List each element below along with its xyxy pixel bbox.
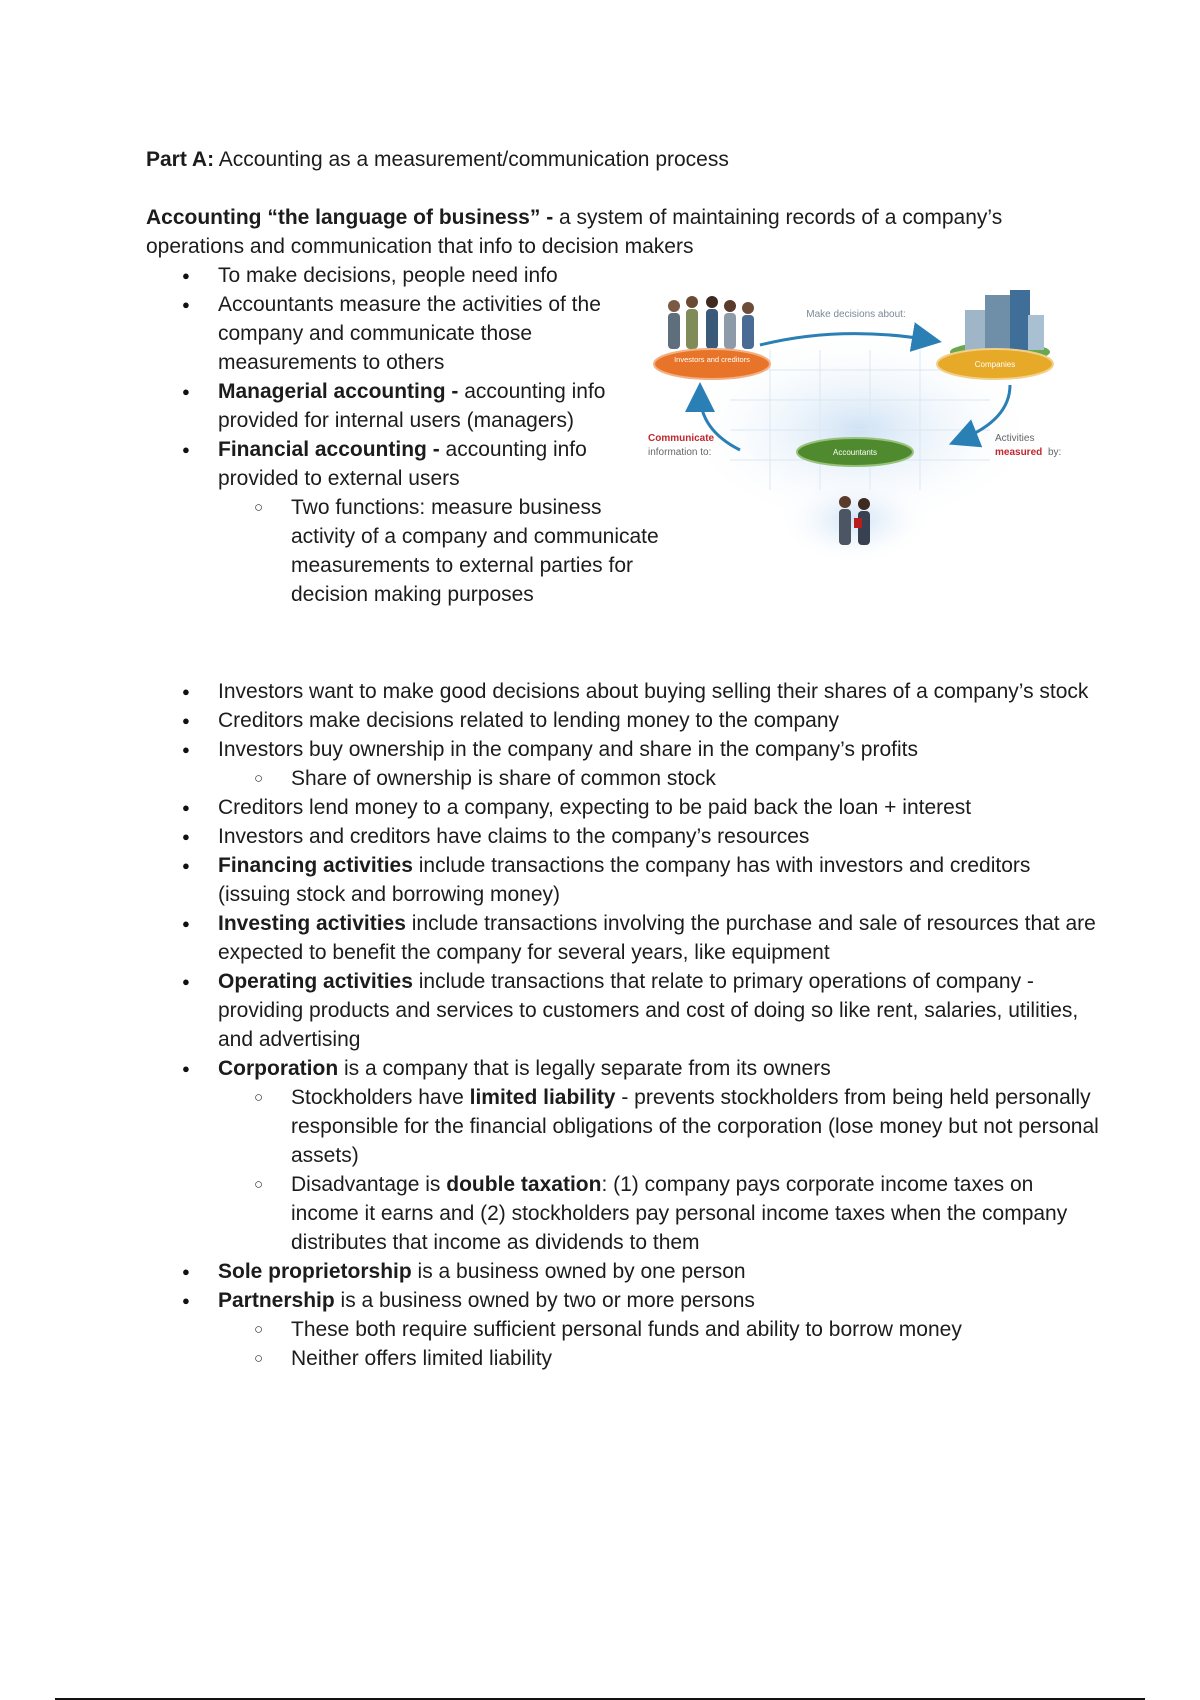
list-item bbox=[146, 1257, 1106, 1286]
make-decisions-label: Make decisions about: bbox=[806, 309, 906, 320]
by-label: by: bbox=[1048, 447, 1062, 458]
term-bold: Corporation bbox=[218, 1057, 339, 1080]
sub-list-item bbox=[146, 1170, 1106, 1257]
sub-list-item bbox=[146, 1083, 1106, 1170]
list-item-text: is a business owned by one person bbox=[417, 1260, 746, 1283]
intro-paragraph bbox=[146, 203, 1086, 261]
list-item-text: : (1) company pays corporate income taxes on income it earns and (2) stockholders pay personal income taxes when the company distributes that income as dividends to them bbox=[291, 1173, 1068, 1254]
term-bold: Operating activities bbox=[218, 970, 413, 993]
intro-bold: Accounting “the language of business” - bbox=[146, 206, 554, 229]
list-item bbox=[146, 1054, 1106, 1083]
list-item bbox=[146, 1286, 1106, 1315]
accounting-flow-diagram bbox=[640, 290, 1080, 610]
list-item bbox=[146, 377, 628, 435]
term-bold: Financing activities bbox=[218, 854, 413, 877]
list-item-text: is a company that is legally separate from its owners bbox=[344, 1057, 831, 1080]
list-item bbox=[146, 261, 798, 290]
list-item bbox=[146, 735, 1106, 764]
list-item-text: accounting info provided to external users bbox=[218, 438, 587, 490]
intro-text: a system of maintaining records of a company’s operations and communication that info to decision makers bbox=[146, 206, 1003, 258]
list-item-text: accounting info provided for internal users (managers) bbox=[218, 380, 606, 432]
term-bold: limited liability bbox=[469, 1086, 616, 1109]
list-item bbox=[146, 822, 1106, 851]
sub-list-item bbox=[146, 493, 661, 609]
list-item-text: Neither offers limited liability bbox=[291, 1347, 553, 1370]
list-item-text: These both require sufficient personal funds and ability to borrow money bbox=[291, 1318, 962, 1341]
list-item-text: include transactions involving the purchase and sale of resources that are expected to benefit the company for several years, like equipment bbox=[218, 912, 1096, 964]
list-item-text: Investors buy ownership in the company and share in the company’s profits bbox=[218, 738, 918, 761]
term-bold: Partnership bbox=[218, 1289, 335, 1312]
section-heading bbox=[146, 145, 1106, 174]
main-bullet-list bbox=[146, 677, 1106, 1373]
list-item-text: Creditors lend money to a company, expecting to be paid back the loan + interest bbox=[218, 796, 972, 819]
term-bold: Financial accounting - bbox=[218, 438, 440, 461]
list-item-text: Disadvantage is bbox=[291, 1173, 441, 1196]
list-item-text: include transactions that relate to primary operations of company - providing products and services to customers and cost of doing so like rent, salaries, utilities, and advertising bbox=[218, 970, 1079, 1051]
list-item-text: Share of ownership is share of common stock bbox=[291, 767, 716, 790]
list-item-text: include transactions the company has with investors and creditors (issuing stock and borrowing money) bbox=[218, 854, 1031, 906]
list-item-text: - prevents stockholders from being held personally responsible for the financial obligations of the corporation (lose money but not personal assets) bbox=[291, 1086, 1099, 1167]
list-item bbox=[146, 851, 1106, 909]
activities-label: Activities bbox=[995, 433, 1035, 444]
list-item-text: Stockholders have bbox=[291, 1086, 464, 1109]
list-item-text: Investors want to make good decisions about buying selling their shares of a company’s stock bbox=[218, 680, 1089, 703]
list-item-text: To make decisions, people need info bbox=[218, 264, 558, 287]
communicate-label: Communicate bbox=[648, 433, 715, 444]
sub-list-item bbox=[146, 1315, 1106, 1344]
list-item bbox=[146, 706, 1106, 735]
list-item bbox=[146, 909, 1106, 967]
heading-text: Accounting as a measurement/communication process bbox=[218, 148, 729, 171]
list-item bbox=[146, 290, 628, 377]
companies-label: Companies bbox=[974, 360, 1016, 369]
investors-creditors-oval bbox=[654, 349, 770, 379]
term-bold: double taxation bbox=[446, 1173, 602, 1196]
term-bold: Managerial accounting - bbox=[218, 380, 459, 403]
list-item-text: is a business owned by two or more persons bbox=[340, 1289, 755, 1312]
list-item bbox=[146, 435, 628, 493]
sub-list-item bbox=[146, 764, 1106, 793]
information-to-label: information to: bbox=[648, 447, 712, 458]
accountants-label: Accountants bbox=[832, 448, 878, 457]
list-item-text: Investors and creditors have claims to the company’s resources bbox=[218, 825, 810, 848]
list-item bbox=[146, 677, 1106, 706]
term-bold: Investing activities bbox=[218, 912, 406, 935]
list-item bbox=[146, 967, 1106, 1054]
investors-creditors-label: Investors and creditors bbox=[674, 355, 750, 364]
list-item-text: Accountants measure the activities of the company and communicate those measurements to others bbox=[218, 293, 601, 374]
list-item bbox=[146, 793, 1106, 822]
list-item-text: Two functions: measure business activity of a company and communicate measurements to external parties for decision making purposes bbox=[291, 496, 659, 606]
measured-label: measured bbox=[995, 447, 1043, 458]
sub-list-item bbox=[146, 1344, 1106, 1373]
term-bold: Sole proprietorship bbox=[218, 1260, 412, 1283]
heading-bold: Part A: bbox=[146, 148, 215, 171]
list-item-text: Creditors make decisions related to lending money to the company bbox=[218, 709, 839, 732]
